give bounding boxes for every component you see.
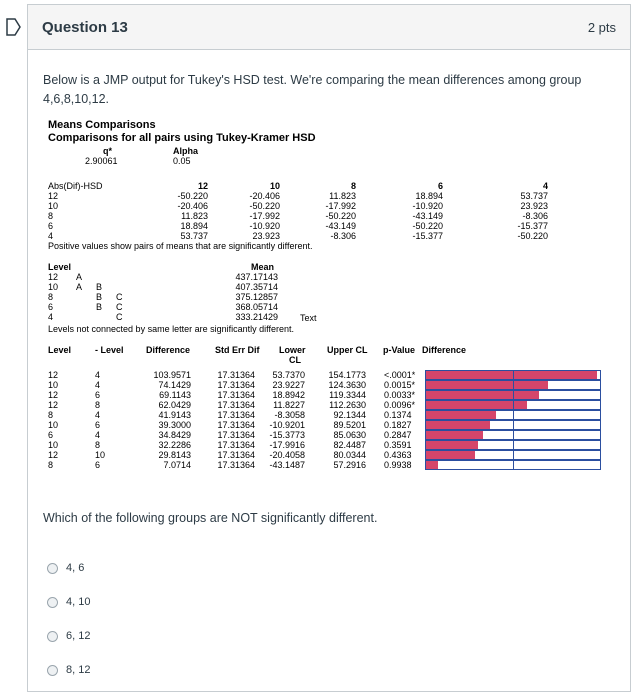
jmp-subtitle: Comparisons for all pairs using Tukey-Kramer HSD [48, 132, 316, 144]
difference-bar [425, 370, 601, 380]
alpha-label: Alpha [173, 146, 199, 156]
question-title: Question 13 [42, 18, 128, 36]
abs-cell: -43.149 [412, 211, 443, 221]
answer-label[interactable]: 6, 12 [66, 630, 91, 642]
diff-upper-cl: 89.5201 [333, 420, 366, 430]
diff-upper-cl: 92.1344 [333, 410, 366, 420]
diff-level: 12 [48, 400, 59, 410]
level-name: 6 [48, 302, 54, 312]
diff-level: 10 [48, 440, 59, 450]
diff-h-level: Level [48, 345, 72, 355]
diff-h-difference-bar: Difference [422, 345, 467, 355]
question-prompt: Which of the following groups are NOT significantly different. [43, 511, 378, 525]
diff-minus-level: 8 [95, 440, 101, 450]
diff-minus-level: 10 [95, 450, 106, 460]
diff-level: 12 [48, 450, 59, 460]
text-tag: Text [300, 313, 317, 323]
connecting-letter: B [96, 292, 103, 302]
diff-upper-cl: 57.2916 [333, 460, 366, 470]
mean-header: Mean [251, 262, 275, 272]
diff-lower-cl: 11.8227 [273, 400, 305, 410]
difference-bar-fill [426, 381, 548, 389]
abs-col-header: 10 [269, 181, 280, 191]
abs-cell: -50.220 [177, 191, 208, 201]
level-name: 12 [48, 272, 59, 282]
difference-bar-marker [513, 460, 514, 470]
diff-pvalue: 0.1827 [384, 420, 412, 430]
abs-col-header: 12 [197, 181, 208, 191]
difference-bar [425, 390, 601, 400]
difference-bar [425, 400, 601, 410]
diff-lower-cl: 53.7370 [272, 370, 305, 380]
diff-pvalue: 0.0033* [384, 390, 416, 400]
abs-row-label: 8 [48, 211, 54, 221]
diff-h-upper: Upper CL [327, 345, 368, 355]
diff-lower-cl: 18.8942 [272, 390, 305, 400]
alpha-value: 0.05 [173, 156, 191, 166]
diff-minus-level: 4 [95, 370, 101, 380]
q-label: q* [103, 146, 112, 156]
level-name: 4 [48, 312, 54, 322]
diff-stderr: 17.31364 [217, 450, 255, 460]
diff-level: 10 [48, 380, 59, 390]
difference-bar-fill [426, 411, 496, 419]
abs-row-label: 6 [48, 221, 54, 231]
diff-level: 8 [48, 460, 54, 470]
diff-minus-level: 6 [95, 420, 101, 430]
diff-pvalue: 0.9938 [384, 460, 412, 470]
question-body [43, 71, 617, 676]
diff-minus-level: 6 [95, 460, 101, 470]
difference-bar-marker [513, 420, 514, 430]
diff-upper-cl: 82.4487 [333, 440, 366, 450]
diff-minus-level: 6 [95, 390, 101, 400]
answer-option[interactable] [43, 551, 90, 585]
diff-stderr: 17.31364 [217, 440, 255, 450]
diff-lower-cl: -10.9201 [269, 420, 305, 430]
flag-question-icon[interactable] [4, 17, 22, 37]
diff-minus-level: 4 [95, 430, 101, 440]
level-header: Level [48, 262, 72, 272]
radio-button[interactable] [47, 597, 58, 608]
abs-cell: -15.377 [412, 231, 443, 241]
diff-stderr: 17.31364 [217, 420, 255, 430]
abs-cell: -50.220 [517, 231, 548, 241]
diff-lower-cl: -20.4058 [269, 450, 305, 460]
difference-bar-marker [513, 370, 514, 380]
question-header [28, 5, 630, 50]
diff-value: 29.8143 [158, 450, 191, 460]
difference-bar [425, 460, 601, 470]
level-mean: 333.21429 [235, 312, 278, 322]
abs-cell: -8.306 [522, 211, 548, 221]
diff-value: 74.1429 [158, 380, 191, 390]
diff-lower-cl: -8.3058 [274, 410, 305, 420]
diff-minus-level: 8 [95, 400, 101, 410]
question-points: 2 pts [587, 19, 616, 35]
diff-level: 12 [48, 390, 59, 400]
question-card [27, 4, 631, 692]
abs-cell: 23.923 [520, 201, 548, 211]
abs-cell: 53.737 [520, 191, 548, 201]
difference-bar-fill [426, 371, 597, 379]
connecting-letter: B [96, 302, 103, 312]
difference-bar [425, 450, 601, 460]
abs-cell: 18.894 [180, 221, 208, 231]
diff-value: 39.3000 [158, 420, 191, 430]
abs-row-label: 4 [48, 231, 54, 241]
diff-value: 69.1143 [159, 390, 191, 400]
diff-h-lower: Lower [279, 345, 306, 355]
diff-upper-cl: 154.1773 [328, 370, 366, 380]
diff-pvalue: 0.0015* [384, 380, 416, 390]
diff-lower-cl: -15.3773 [269, 430, 305, 440]
connecting-letter: C [116, 292, 123, 302]
answer-option[interactable] [43, 585, 90, 619]
radio-button[interactable] [47, 631, 58, 642]
diff-minus-level: 4 [95, 380, 101, 390]
difference-bar-marker [513, 450, 514, 460]
abs-cell: 11.823 [329, 191, 356, 201]
abs-dif-header: Abs(Dif)-HSD [48, 181, 103, 191]
abs-cell: -50.220 [325, 211, 356, 221]
answer-label[interactable]: 4, 10 [66, 596, 91, 608]
abs-row-label: 10 [48, 201, 59, 211]
diff-lower-cl: 23.9227 [272, 380, 305, 390]
diff-stderr: 17.31364 [217, 430, 255, 440]
connecting-letter: A [76, 282, 83, 292]
jmp-title: Means Comparisons [48, 119, 156, 131]
difference-bar-marker [513, 430, 514, 440]
abs-dif-note: Positive values show pairs of means that are significantly different. [48, 241, 313, 251]
diff-pvalue: 0.2847 [384, 430, 412, 440]
q-value: 2.90061 [85, 156, 118, 166]
difference-bar-fill [426, 401, 527, 409]
diff-upper-cl: 85.0630 [333, 430, 366, 440]
diff-pvalue: 0.3591 [384, 440, 412, 450]
diff-h-difference: Difference [146, 345, 191, 355]
abs-cell: 23.923 [252, 231, 280, 241]
answer-label[interactable]: 4, 6 [66, 562, 85, 574]
difference-bar-marker [513, 410, 514, 420]
level-mean: 368.05714 [235, 302, 278, 312]
difference-bar-marker [513, 440, 514, 450]
diff-level: 6 [48, 430, 54, 440]
diff-value: 41.9143 [158, 410, 191, 420]
diff-pvalue: 0.1374 [384, 410, 412, 420]
diff-upper-cl: 112.2630 [329, 400, 366, 410]
levels-note: Levels not connected by same letter are significantly different. [48, 324, 294, 334]
diff-stderr: 17.31364 [217, 410, 255, 420]
abs-cell: -43.149 [325, 221, 356, 231]
diff-h-stderr: Std Err Dif [215, 345, 260, 355]
diff-value: 103.9571 [153, 370, 191, 380]
level-name: 10 [48, 282, 59, 292]
diff-lower-cl: -43.1487 [269, 460, 305, 470]
difference-bar [425, 410, 601, 420]
diff-level: 12 [48, 370, 59, 380]
level-mean: 375.12857 [235, 292, 278, 302]
connecting-letter: C [116, 312, 123, 322]
diff-level: 10 [48, 420, 59, 430]
abs-cell: 53.737 [180, 231, 208, 241]
level-name: 8 [48, 292, 54, 302]
difference-bar-fill [426, 391, 539, 399]
answer-option[interactable] [43, 653, 90, 687]
difference-bar-marker [513, 390, 514, 400]
diff-pvalue: 0.4363 [384, 450, 412, 460]
abs-cell: -20.406 [177, 201, 208, 211]
difference-bar-fill [426, 441, 478, 449]
difference-bar-fill [426, 431, 483, 439]
diff-value: 62.0429 [158, 400, 191, 410]
difference-bar-fill [426, 451, 475, 459]
difference-bar [425, 420, 601, 430]
connecting-letter: C [116, 302, 123, 312]
diff-value: 34.8429 [158, 430, 191, 440]
diff-stderr: 17.31364 [217, 460, 255, 470]
diff-value: 7.0714 [163, 460, 191, 470]
answer-list [43, 551, 90, 687]
diff-pvalue: <.0001* [384, 370, 416, 380]
abs-cell: 11.823 [181, 211, 208, 221]
abs-col-header: 8 [350, 181, 356, 191]
diff-stderr: 17.31364 [217, 390, 255, 400]
abs-cell: -17.992 [325, 201, 356, 211]
diff-lower-cl: -17.9916 [269, 440, 305, 450]
answer-option[interactable] [43, 619, 90, 653]
radio-button[interactable] [47, 665, 58, 676]
diff-h-lower-cl: CL [289, 355, 301, 365]
diff-minus-level: 4 [95, 410, 101, 420]
diff-pvalue: 0.0096* [384, 400, 416, 410]
abs-cell: -15.377 [517, 221, 548, 231]
abs-cell: -10.920 [412, 201, 443, 211]
abs-cell: -20.406 [249, 191, 280, 201]
level-mean: 437.17143 [235, 272, 278, 282]
abs-cell: -50.220 [249, 201, 280, 211]
difference-bar [425, 440, 601, 450]
diff-h-pvalue: p-Value [383, 345, 416, 355]
difference-bar [425, 430, 601, 440]
diff-h-minus-level: - Level [95, 345, 124, 355]
diff-stderr: 17.31364 [217, 370, 255, 380]
diff-upper-cl: 119.3344 [329, 390, 366, 400]
abs-col-header: 6 [437, 181, 443, 191]
diff-upper-cl: 124.3630 [328, 380, 366, 390]
abs-cell: 18.894 [415, 191, 443, 201]
diff-level: 8 [48, 410, 54, 420]
abs-col-header: 4 [542, 181, 548, 191]
abs-cell: -50.220 [412, 221, 443, 231]
difference-bar-fill [426, 461, 438, 469]
radio-button[interactable] [47, 563, 58, 574]
level-mean: 407.35714 [235, 282, 278, 292]
difference-bar-marker [513, 380, 514, 390]
question-intro: Below is a JMP output for Tukey's HSD test. We're comparing the mean differences among group 4,6,8,10,12. [43, 73, 582, 106]
diff-value: 32.2286 [158, 440, 191, 450]
abs-row-label: 12 [48, 191, 59, 201]
connecting-letter: A [76, 272, 83, 282]
diff-stderr: 17.31364 [217, 380, 255, 390]
difference-bar [425, 380, 601, 390]
abs-cell: -10.920 [249, 221, 280, 231]
answer-label[interactable]: 8, 12 [66, 664, 91, 676]
connecting-letter: B [96, 282, 103, 292]
diff-stderr: 17.31364 [217, 400, 255, 410]
diff-upper-cl: 80.0344 [333, 450, 366, 460]
difference-bar-marker [513, 400, 514, 410]
difference-bar-fill [426, 421, 490, 429]
abs-cell: -8.306 [330, 231, 356, 241]
abs-cell: -17.992 [249, 211, 280, 221]
